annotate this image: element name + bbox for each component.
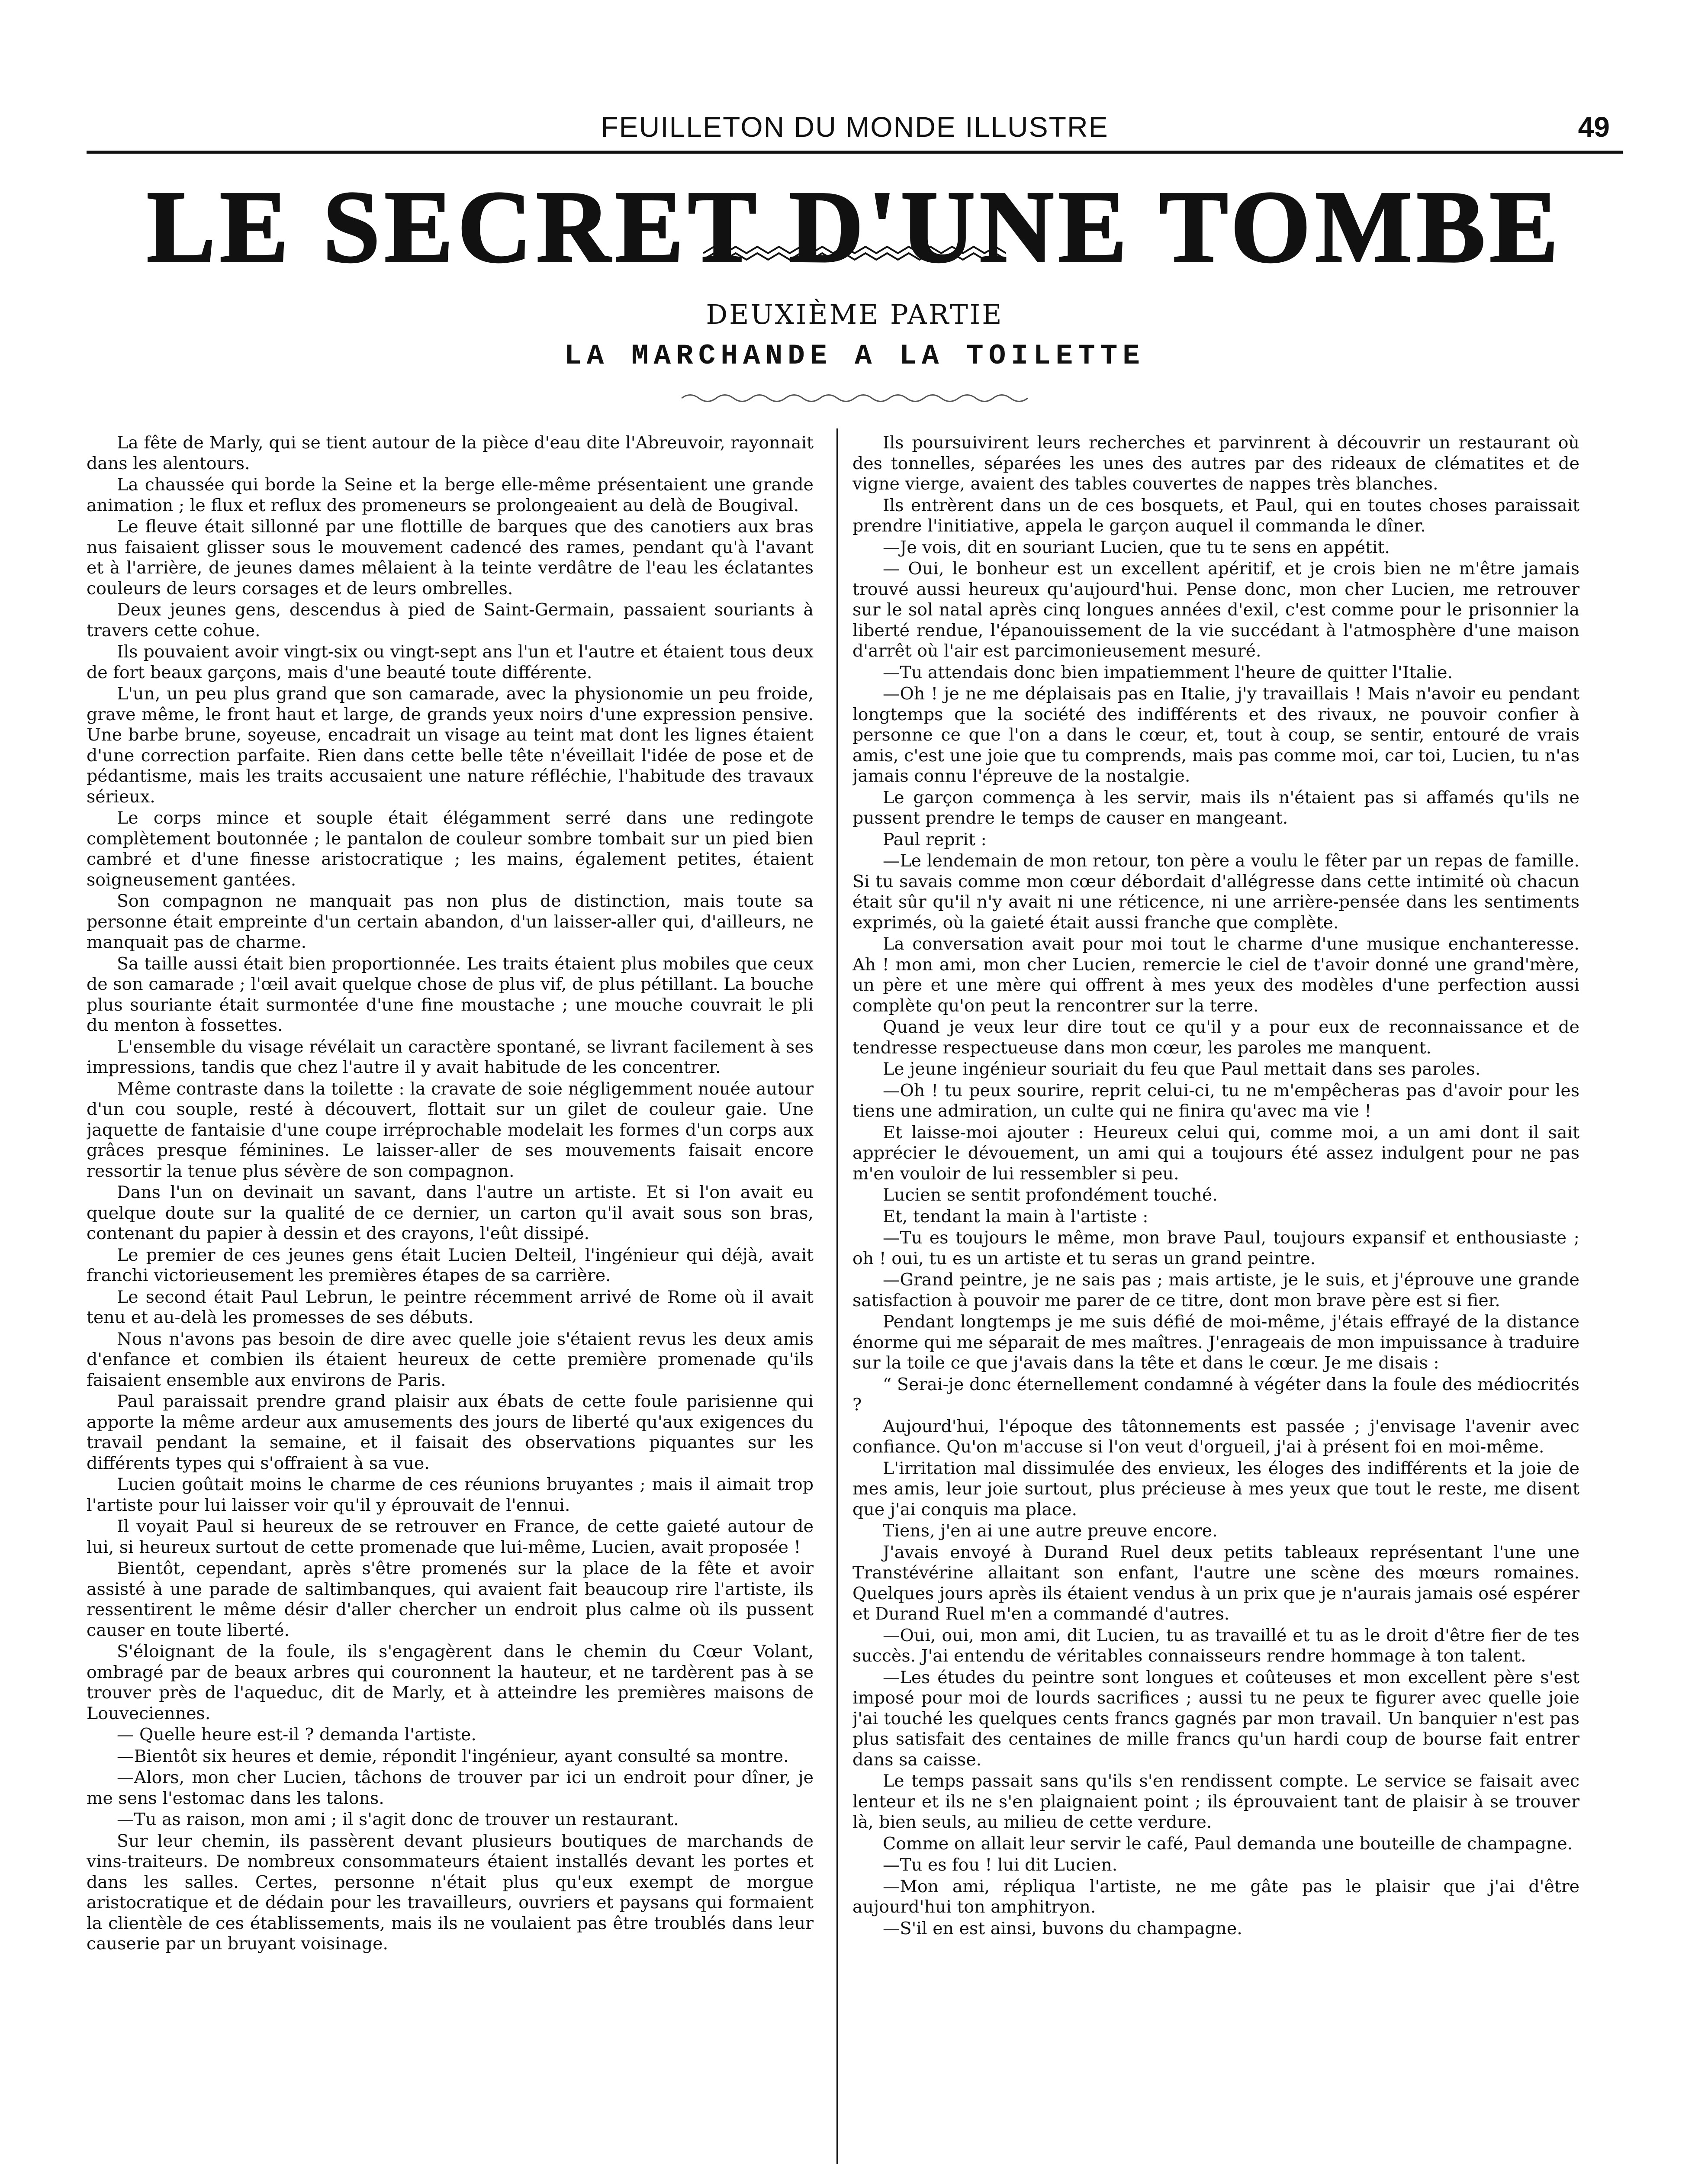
paragraph: Quand je veux leur dire tout ce qu'il y a pour eux de reconnaissance et de tendresse respectueuse dans mon cœur, les paroles me manquent. — [852, 1017, 1579, 1058]
paragraph: —Je vois, dit en souriant Lucien, que tu te sens en appétit. — [883, 537, 1390, 557]
paragraph: Paul reprit : — [883, 829, 987, 850]
paragraph: —Mon ami, répliqua l'artiste, ne me gâte pas le plaisir que j'ai d'être aujourd'hui ton amphitryon. — [852, 1876, 1579, 1917]
paragraph: La conversation avait pour moi tout le charme d'une musique enchanteresse. Ah ! mon ami, mon cher Lucien, remercie le ciel de t'avoir donné une grand'mère, un père et une mère qui offrent à mes yeux des modèles d'une perfection aussi complète qu'on peut la rencontrer sur la terre. — [852, 934, 1579, 1016]
right-column — [852, 433, 1579, 2164]
main-title: LE SECRET D'UNE TOMBE — [147, 170, 1563, 284]
paragraph: Son compagnon ne manquait pas non plus de distinction, mais toute sa personne était empreinte d'un certain abandon, d'un laisser-aller qui, d'ailleurs, ne manquait pas de charme. — [87, 891, 814, 952]
paragraph: La chaussée qui borde la Seine et la berge elle-même présentaient une grande animation ; le flux et reflux des promeneurs se prolongeaient au delà de Bougival. — [87, 475, 814, 515]
paragraph: —Tu es fou ! lui dit Lucien. — [883, 1855, 1118, 1875]
paragraph: Le fleuve était sillonné par une flottille de barques que des canotiers aux bras nus faisaient glisser sous le mouvement cadencé des rames, pendant qu'à l'avant et à l'arrière, de jeunes dames mêlaient à la teinte verdâtre de l'eau les éclatantes couleurs de leurs corsages et de leurs ombrelles. — [87, 517, 814, 599]
paragraph: Et laisse-moi ajouter : Heureux celui qui, comme moi, a un ami dont il sait apprécier le dévouement, un ami qui a toujours été assez indulgent pour ne pas m'en vouloir de lui ressembler si peu. — [852, 1122, 1579, 1184]
paragraph: Et, tendant la main à l'artiste : — [883, 1206, 1148, 1227]
paragraph: —Oui, oui, mon ami, dit Lucien, tu as travaillé et tu as le droit d'être fier de tes succès. J'ai entendu de véritables connaisseurs rendre hommage à ton talent. — [852, 1625, 1579, 1666]
paragraph: Ils poursuivirent leurs recherches et parvinrent à découvrir un restaurant où des tonnelles, séparées les unes des autres par des rideaux de clématites et de vigne vierge, avaient des tables couvertes de nappes très blanches. — [852, 433, 1579, 494]
paragraph: L'ensemble du visage révélait un caractère spontané, se livrant facilement à ses impressions, tandis que chez l'autre il y avait habitude de les concentrer. — [87, 1037, 814, 1077]
wave-ornament — [682, 390, 1028, 407]
part-label: DEUXIÈME PARTIE — [706, 299, 1004, 330]
paragraph: La fête de Marly, qui se tient autour de la pièce d'eau dite l'Abreuvoir, rayonnait dans les alentours. — [87, 433, 814, 473]
paragraph: Il voyait Paul si heureux de se retrouver en France, de cette gaieté autour de lui, si heureux surtout de cette promenade que lui-même, Lucien, avait proposée ! — [87, 1517, 814, 1557]
paragraph: Dans l'un on devinait un savant, dans l'autre un artiste. Et si l'on avait eu quelque doute sur la qualité de ce dernier, un carton qu'il avait sous son bras, contenant du papier à dessin et des crayons, l'eût dissipé. — [87, 1182, 814, 1243]
paragraph: Le premier de ces jeunes gens était Lucien Delteil, l'ingénieur qui déjà, avait franchi victorieusement les premières étapes de sa carrière. — [87, 1245, 814, 1285]
paragraph: L'irritation mal dissimulée des envieux, les éloges des indifférents et la joie de mes amis, leur joie surtout, plus précieuse à mes yeux que tout le reste, me disent que j'ai conquis ma place. — [852, 1458, 1579, 1520]
paragraph: —S'il en est ainsi, buvons du champagne. — [883, 1918, 1242, 1939]
section-title: LA MARCHANDE A LA TOILETTE — [564, 340, 1145, 372]
paragraph: Tiens, j'en ai une autre preuve encore. — [883, 1521, 1218, 1541]
paragraph: Le second était Paul Lebrun, le peintre récemment arrivé de Rome où il avait tenu et au-delà les promesses de ses débuts. — [87, 1287, 814, 1327]
paragraph: — Quelle heure est-il ? demanda l'artiste. — [117, 1725, 476, 1745]
paragraph: Comme on allait leur servir le café, Paul demanda une bouteille de champagne. — [883, 1833, 1573, 1854]
paragraph: —Tu as raison, mon ami ; il s'agit donc de trouver un restaurant. — [117, 1810, 679, 1829]
paragraph: Le garçon commença à les servir, mais ils n'étaient pas si affamés qu'ils ne pussent prendre le temps de causer en mangeant. — [852, 787, 1579, 828]
running-title: FEUILLETON DU MONDE ILLUSTRE — [601, 111, 1109, 143]
paragraph: —Tu attendais donc bien impatiemment l'heure de quitter l'Italie. — [883, 662, 1453, 683]
paragraph: Bientôt, cependant, après s'être promenés sur la place de la fête et avoir assisté à une parade de saltimbanques, qui avaient fait beaucoup rire l'artiste, ils ressentirent le même désir d'aller chercher un endroit plus calme où ils pussent causer en toute liberté. — [87, 1559, 814, 1640]
paragraph: Ils entrèrent dans un de ces bosquets, et Paul, qui en toutes choses paraissait prendre l'initiative, appela le garçon auquel il commanda le dîner. — [852, 495, 1579, 536]
paragraph: “ Serai-je donc éternellement condamné à végéter dans la foule des médiocrités ? — [852, 1374, 1579, 1415]
paragraph: Même contraste dans la toilette : la cravate de soie négligemment nouée autour d'un cou souple, resté à découvert, flottait sur un gilet de couleur gaie. Une jaquette de fantaisie d'une coupe irréprochable modelait les formes d'un corps aux grâces presque féminines. Le laisser-aller de ses mouvements faisait encore ressortir la tenue plus sévère de son compagnon. — [87, 1079, 814, 1181]
paragraph: — Oui, le bonheur est un excellent apéritif, et je crois bien ne m'être jamais trouvé aussi heureux qu'aujourd'hui. Pense donc, mon cher Lucien, me retrouver sur le sol natal après cinq longues années d'exil, c'est comme pour le prisonnier la liberté rendue, l'épanouissement de la vie succédant à l'atmosphère d'une maison d'arrêt où l'air est parcimonieusement mesuré. — [852, 559, 1579, 661]
paragraph: J'avais envoyé à Durand Ruel deux petits tableaux représentant l'une une Transtévérine allaitant son enfant, l'autre une scène des mœurs romaines. Quelques jours après ils étaient vendus à un prix que je n'aurais jamais osé espérer et Durand Ruel m'en a commandé d'autres. — [852, 1542, 1579, 1624]
paragraph: Le temps passait sans qu'ils s'en rendissent compte. Le service se faisait avec lenteur et ils ne s'en plaignaient point ; ils éprouvaient tant de plaisir à se trouver là, bien seuls, au milieu de cette verdure. — [852, 1771, 1579, 1832]
paragraph: S'éloignant de la foule, ils s'engagèrent dans le chemin du Cœur Volant, ombragé par de beaux arbres qui couronnent la hauteur, et ne tardèrent pas à se trouver près de l'aqueduc, dit de Marly, et à atteindre les premières maisons de Louveciennes. — [87, 1642, 814, 1723]
left-column — [87, 433, 814, 2164]
paragraph: —Bientôt six heures et demie, répondit l'ingénieur, ayant consulté sa montre. — [117, 1746, 789, 1766]
header-rule — [87, 151, 1623, 154]
paragraph: —Les études du peintre sont longues et coûteuses et mon excellent père s'est imposé pour moi de lourds sacrifices ; aussi tu ne peux te figurer avec quelle joie j'ai touché les quelques cents francs gagnés par mon travail. Un banquier n'est pas plus satisfait des centaines de mille francs qu'un hardi coup de bourse fait entrer dans sa caisse. — [852, 1667, 1579, 1770]
column-divider — [836, 428, 838, 2164]
paragraph: Pendant longtemps je me suis défié de moi-même, j'étais effrayé de la distance énorme qui me séparait de mes maîtres. J'enrageais de mon impuissance à traduire sur la toile ce que j'avais dans la tête et dans le cœur. Je me disais : — [852, 1312, 1579, 1373]
paragraph: Nous n'avons pas besoin de dire avec quelle joie s'étaient revus les deux amis d'enfance et combien ils étaient heureux de cette première promenade qu'ils faisaient ensemble aux environs de Paris. — [87, 1329, 814, 1390]
paragraph: —Le lendemain de mon retour, ton père a voulu le fêter par un repas de famille. Si tu savais comme mon cœur débordait d'allégresse dans cette intimité où chacun était sûr qu'il n'y avait ni une réticence, ni une arrière-pensée dans les sentiments exprimés, où la gaieté était aussi franche que complète. — [852, 851, 1579, 933]
paragraph: Lucien goûtait moins le charme de ces réunions bruyantes ; mais il aimait trop l'artiste pour lui laisser voir qu'il y éprouvait de l'ennui. — [87, 1475, 814, 1515]
paragraph: —Grand peintre, je ne sais pas ; mais artiste, je le suis, et j'éprouve une grande satisfaction à pouvoir me parer de ce titre, dont mon brave père est si fier. — [852, 1270, 1579, 1311]
paragraph: —Alors, mon cher Lucien, tâchons de trouver par ici un endroit pour dîner, je me sens l'estomac dans les talons. — [87, 1768, 814, 1808]
paragraph: Aujourd'hui, l'époque des tâtonnements est passée ; j'envisage l'avenir avec confiance. Qu'on m'accuse si l'on veut d'orgueil, j'ai à présent foi en moi-même. — [852, 1416, 1579, 1457]
page-number: 49 — [1578, 111, 1610, 143]
paragraph: —Oh ! tu peux sourire, reprit celui-ci, tu ne m'empêcheras pas d'avoir pour les tiens une admiration, un culte qui ne finira qu'avec ma vie ! — [852, 1080, 1579, 1121]
paragraph: —Oh ! je ne me déplaisais pas en Italie, j'y travaillais ! Mais n'avoir eu pendant longtemps que la société des indifférents et des rivaux, ne pouvoir confier à personne ce que l'on a dans le cœur, et, tout à coup, se sentir, entouré de vrais amis, c'est une joie que tu comprends, mais pas comme moi, car toi, Lucien, tu n'as jamais connu l'épreuve de la nostalgie. — [852, 684, 1579, 786]
paragraph: Paul paraissait prendre grand plaisir aux ébats de cette foule parisienne qui apporte la même ardeur aux amusements des jours de liberté qu'aux exigences du travail pendant la semaine, et il faisait des observations piquantes sur les différents types qui s'offraient à sa vue. — [87, 1391, 814, 1473]
paragraph: Lucien se sentit profondément touché. — [883, 1185, 1218, 1205]
zigzag-ornament — [703, 242, 1006, 264]
paragraph: Le jeune ingénieur souriait du feu que Paul mettait dans ses paroles. — [883, 1059, 1481, 1079]
paragraph: Le corps mince et souple était élégamment serré dans une redingote complètement boutonnée ; le pantalon de couleur sombre tombait sur un pied bien cambré et d'une finesse aristocratique ; les mains, également petites, étaient soigneusement gantées. — [87, 808, 814, 890]
paragraph: L'un, un peu plus grand que son camarade, avec la physionomie un peu froide, grave même, le front haut et large, de grands yeux noirs d'une expression pensive. Une barbe brune, soyeuse, encadrait un visage au teint mat dont les lignes étaient d'une correction parfaite. Rien dans cette belle tête n'éveillait l'idée de pose et de pédantisme, mais les traits accusaient une nature réfléchie, l'habitude des travaux sérieux. — [87, 684, 814, 807]
paragraph: Sur leur chemin, ils passèrent devant plusieurs boutiques de marchands de vins-traiteurs. De nombreux consommateurs étaient installés devant les portes et dans les salles. Certes, personne n'était plus qu'eux exempt de morgue aristocratique et de dédain pour les travailleurs, ouvriers et paysans qui formaient la clientèle de ces établissements, mais ils ne voulaient pas être troublés dans leur causerie par un bruyant voisinage. — [87, 1831, 814, 1954]
paragraph: —Tu es toujours le même, mon brave Paul, toujours expansif et enthousiaste ; oh ! oui, tu es un artiste et tu seras un grand peintre. — [852, 1228, 1579, 1269]
paragraph: Sa taille aussi était bien proportionnée. Les traits étaient plus mobiles que ceux de son camarade ; l'œil avait quelque chose de plus vif, de plus pétillant. La bouche plus souriante était surmontée d'une fine moustache ; une mouche couvrait le pli du menton à fossettes. — [87, 953, 814, 1035]
paragraph: Deux jeunes gens, descendus à pied de Saint-Germain, passaient souriants à travers cette cohue. — [87, 600, 814, 641]
paragraph: Ils pouvaient avoir vingt-six ou vingt-sept ans l'un et l'autre et étaient tous deux de fort beaux garçons, mais d'une beauté toute différente. — [87, 642, 814, 683]
